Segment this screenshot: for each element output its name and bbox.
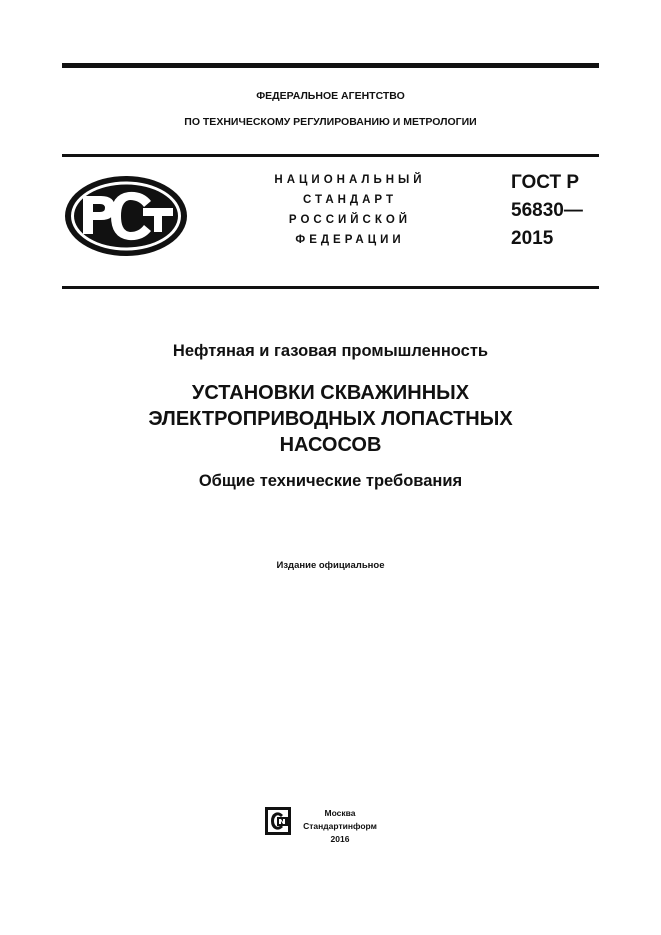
standard-code-line-1: ГОСТ Р (511, 172, 580, 193)
standard-code-line-2: 56830— (511, 200, 583, 221)
standard-type-line-1: НАЦИОНАЛЬНЫЙ (274, 174, 426, 186)
middle-rule (62, 154, 599, 157)
document-subtitle: Общие технические требования (198, 472, 463, 490)
rst-certification-logo-icon (63, 174, 189, 258)
publisher-city: Москва (324, 808, 356, 818)
industry-heading: Нефтяная и газовая промышленность (172, 342, 489, 360)
agency-line-2: ПО ТЕХНИЧЕСКОМУ РЕГУЛИРОВАНИЮ И МЕТРОЛОГИИ (184, 116, 477, 128)
standard-type-line-2: СТАНДАРТ (303, 194, 397, 206)
publisher-year: 2016 (330, 834, 350, 844)
title-line-1: УСТАНОВКИ СКВАЖИННЫХ (191, 382, 470, 404)
edition-note: Издание официальное (276, 560, 385, 571)
title-line-3: НАСОСОВ (279, 434, 382, 456)
top-rule (62, 63, 599, 68)
standard-type-line-4: ФЕДЕРАЦИИ (295, 234, 405, 246)
document-title (62, 380, 599, 458)
publisher-name: Стандартинформ (303, 821, 377, 831)
bottom-rule (62, 286, 599, 289)
agency-line-1: ФЕДЕРАЛЬНОЕ АГЕНТСТВО (256, 90, 405, 102)
standard-code-line-3: 2015 (511, 228, 554, 249)
title-line-2: ЭЛЕКТРОПРИВОДНЫХ ЛОПАСТНЫХ (148, 408, 513, 430)
standard-type-line-3: РОССИЙСКОЙ (288, 214, 412, 226)
